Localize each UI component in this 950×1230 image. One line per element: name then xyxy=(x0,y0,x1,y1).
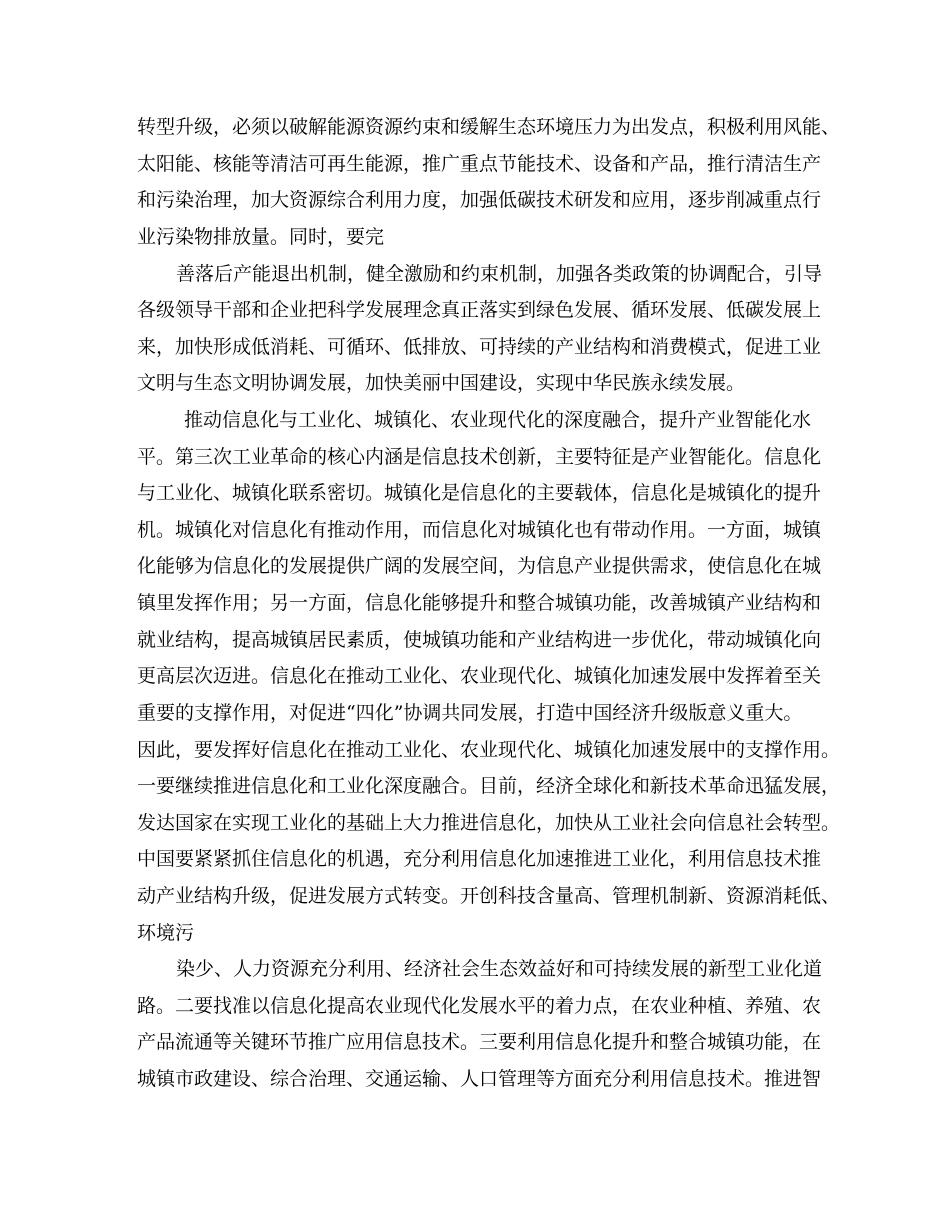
text-line: 善落后产能退出机制，健全激励和约束机制，加强各类政策的协调配合，引导 xyxy=(176,263,823,285)
text-line: 平。第三次工业革命的核心内涵是信息技术创新，主要特征是产业智能化。信息化 xyxy=(137,446,822,468)
text-line: 城镇市政建设、综合治理、交通运输、人口管理等方面充分利用信息技术。推进智 xyxy=(137,1068,822,1090)
text-line: 中国要紧紧抓住信息化的机遇，充分利用信息化加速推进工业化，利用信息技术推 xyxy=(137,848,822,870)
text-line: 机。城镇化对信息化有推动作用，而信息化对城镇化也有带动作用。一方面，城镇 xyxy=(137,519,822,541)
text-line: 与工业化、城镇化联系密切。城镇化是信息化的主要载体，信息化是城镇化的提升 xyxy=(137,482,822,504)
text-line: 动产业结构升级，促进发展方式转变。开创科技含量高、管理机制新、资源消耗低、 xyxy=(137,885,841,907)
text-line: 更高层次迈进。信息化在推动工业化、农业现代化、城镇化加速发展中发挥着至关 xyxy=(137,665,822,687)
text-line: 重要的支撑作用，对促进“四化”协调共同发展，打造中国经济升级版意义重大。 xyxy=(137,702,803,724)
text-line: 各级领导干部和企业把科学发展理念真正落实到绿色发展、循环发展、低碳发展上 xyxy=(137,299,822,321)
text-line: 染少、人力资源充分利用、经济社会生态效益好和可持续发展的新型工业化道 xyxy=(176,958,823,980)
text-line: 化能够为信息化的发展提供广阔的发展空间，为信息产业提供需求，使信息化在城 xyxy=(137,555,822,577)
text-line: 因此，要发挥好信息化在推动工业化、农业现代化、城镇化加速发展中的支撑作用。 xyxy=(137,739,841,761)
text-line: 转型升级，必须以破解能源资源约束和缓解生态环境压力为出发点，积极利用风能、 xyxy=(137,116,841,138)
text-line: 业污染物排放量。同时，要完 xyxy=(137,226,385,248)
text-line: 发达国家在实现工业化的基础上大力推进信息化，加快从工业社会向信息社会转型。 xyxy=(137,812,841,834)
text-line: 太阳能、核能等清洁可再生能源，推广重点节能技术、设备和产品，推行清洁生产 xyxy=(137,153,822,175)
text-line: 镇里发挥作用；另一方面，信息化能够提升和整合城镇功能，改善城镇产业结构和 xyxy=(137,592,822,614)
text-line: 路。二要找准以信息化提高农业现代化发展水平的着力点，在农业种植、养殖、农 xyxy=(137,995,822,1017)
text-line: 一要继续推进信息化和工业化深度融合。目前，经济全球化和新技术革命迅猛发展， xyxy=(137,775,841,797)
text-line: 推动信息化与工业化、城镇化、农业现代化的深度融合，提升产业智能化水 xyxy=(184,409,812,431)
text-line: 和污染治理，加大资源综合利用力度，加强低碳技术研发和应用，逐步削减重点行 xyxy=(137,189,822,211)
text-line: 环境污 xyxy=(137,922,195,944)
text-line: 就业结构，提高城镇居民素质，使城镇功能和产业结构进一步优化，带动城镇化向 xyxy=(137,629,822,651)
text-line: 来，加快形成低消耗、可循环、低排放、可持续的产业结构和消费模式，促进工业 xyxy=(137,336,822,358)
text-line: 文明与生态文明协调发展，加快美丽中国建设，实现中华民族永续发展。 xyxy=(137,372,746,394)
text-line: 产品流通等关键环节推广应用信息技术。三要利用信息化提升和整合城镇功能，在 xyxy=(137,1031,822,1053)
